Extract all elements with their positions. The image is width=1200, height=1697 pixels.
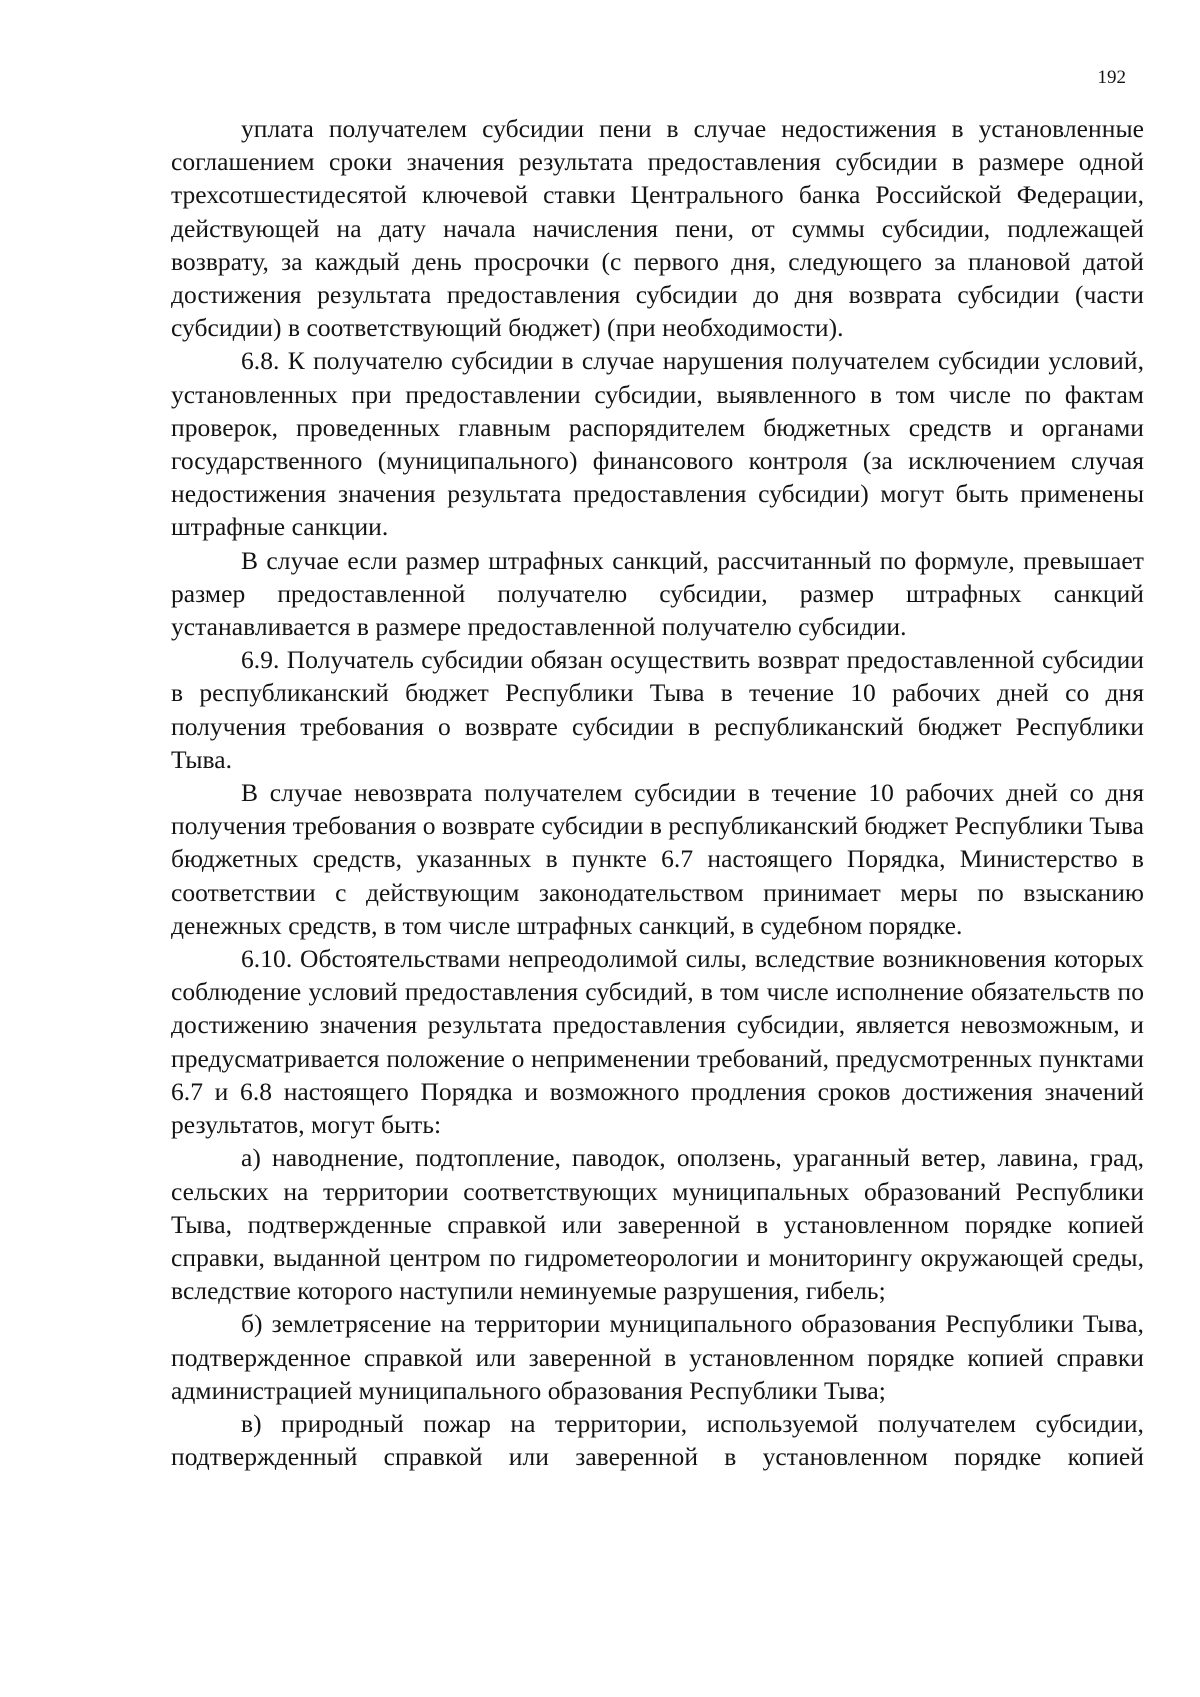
paragraph-item-a: а) наводнение, подтопление, паводок, оползень, ураганный ветер, лавина, град, сельских на территории соответствующих муниципальных образований Республики Тыва, подтвержденные справкой или заверенной в установленном порядке копией справки, выданной центром по гидрометеорологии и мониторингу окружающей среды, вследствие которого наступили неминуемые разрушения, гибель; [171, 1143, 1144, 1306]
paragraph-item-v: в) природный пожар на территории, используемой получателем субсидии, подтвержденный справкой или заверенной в установленном порядке копией [171, 1408, 1144, 1472]
paragraph-6-9: 6.9. Получатель субсидии обязан осуществить возврат предоставленной субсидии в республиканский бюджет Республики Тыва в течение 10 рабочих дней со дня получения требования о возврате субсидии в республиканский бюджет Республики Тыва. [171, 645, 1144, 774]
document-body [171, 112, 1144, 1473]
paragraph-item-b: б) землетрясение на территории муниципального образования Республики Тыва, подтвержденное справкой или заверенной в установленном порядке копией справки администрацией муниципального образования Республики Тыва; [171, 1309, 1144, 1405]
paragraph-6-10: 6.10. Обстоятельствами непреодолимой силы, вследствие возникновения которых соблюдение условий предоставления субсидий, в том числе исполнение обязательств по достижению значения результата предоставления субсидии, является невозможным, и предусматривается положение о неприменении требований, предусмотренных пунктами 6.7 и 6.8 настоящего Порядка и возможного продления сроков достижения значений результатов, могут быть: [171, 944, 1144, 1140]
paragraph-fine-excess: В случае если размер штрафных санкций, рассчитанный по формуле, превышает размер предоставленной получателю субсидии, размер штрафных санкций устанавливается в размере предоставленной получателю субсидии. [171, 545, 1144, 642]
page-number: 192 [1097, 67, 1126, 88]
paragraph-penalty-payment: уплата получателем субсидии пени в случае недостижения в установленные соглашением сроки значения результата предоставления субсидии в размере одной трехсотшестидесятой ключевой ставки Центрального банка Российской Федерации, действующей на дату начала начисления пени, от суммы субсидии, подлежащей возврату, за каждый день просрочки (с первого дня, следующего за плановой датой достижения результата предоставления субсидии до дня возврата субсидии (части субсидии) в соответствующий бюджет) (при необходимости). [171, 114, 1144, 343]
paragraph-6-8: 6.8. К получателю субсидии в случае нарушения получателем субсидии условий, установленных при предоставлении субсидии, выявленного в том числе по фактам проверок, проведенных главным распорядителем бюджетных средств и органами государственного (муниципального) финансового контроля (за исключением случая недостижения значения результата предоставления субсидии) могут быть применены штрафные санкции. [171, 346, 1144, 542]
paragraph-non-return: В случае невозврата получателем субсидии в течение 10 рабочих дней со дня получения требования о возврате субсидии в республиканский бюджет Республики Тыва бюджетных средств, указанных в пункте 6.7 настоящего Порядка, Министерство в соответствии с действующим законодательством принимает меры по взысканию денежных средств, в том числе штрафных санкций, в судебном порядке. [171, 778, 1144, 940]
